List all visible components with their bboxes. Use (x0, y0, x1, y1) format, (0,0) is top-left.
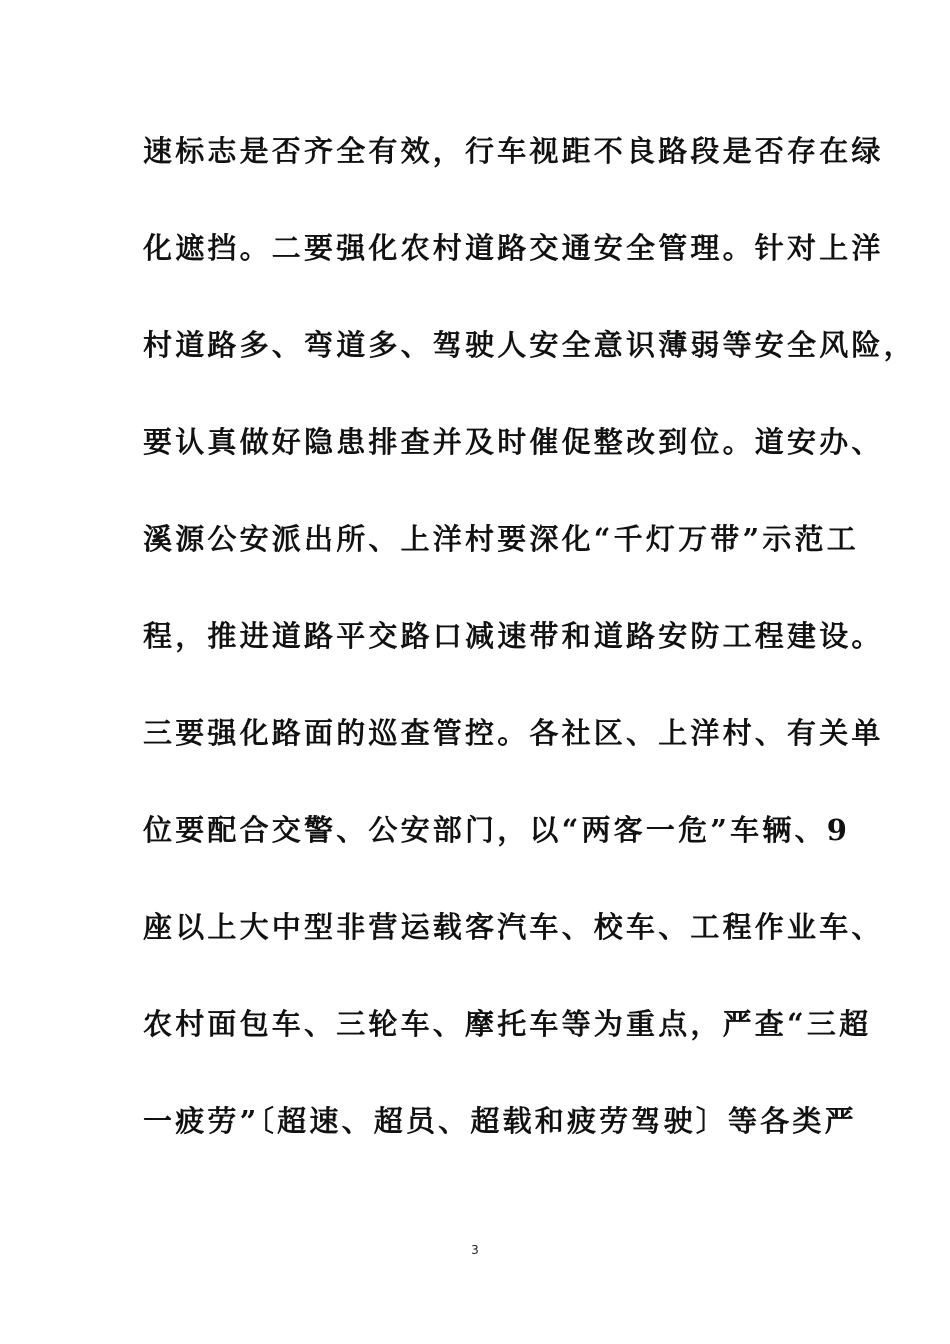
text-line: 程，推进道路平交路口减速带和道路安防工程建设。 (143, 619, 884, 653)
text-line: 位要配合交警、公安部门，以“两客一危”车辆、9 (143, 813, 851, 847)
text-line: 速标志是否齐全有效，行车视距不良路段是否存在绿 (143, 134, 884, 168)
text-line: 农村面包车、三轮车、摩托车等为重点，严查“三超 (143, 1007, 872, 1041)
text-line: 要认真做好隐患排查并及时催促整改到位。道安办、 (143, 425, 884, 459)
page-number: 3 (471, 1243, 479, 1257)
text-line: 溪源公安派出所、上洋村要深化“千灯万带”示范工 (143, 522, 859, 556)
text-line: 三要强化路面的巡查管控。各社区、上洋村、有关单 (143, 716, 884, 750)
text-line: 一疲劳”〔超速、超员、超载和疲劳驾驶〕等各类严 (143, 1104, 857, 1138)
body-text (143, 128, 916, 1195)
text-line: 村道路多、弯道多、驾驶人安全意识薄弱等安全风险， (143, 328, 916, 362)
text-line: 化遮挡。二要强化农村道路交通安全管理。针对上洋 (143, 231, 884, 265)
text-line: 座以上大中型非营运载客汽车、校车、工程作业车、 (143, 910, 884, 944)
